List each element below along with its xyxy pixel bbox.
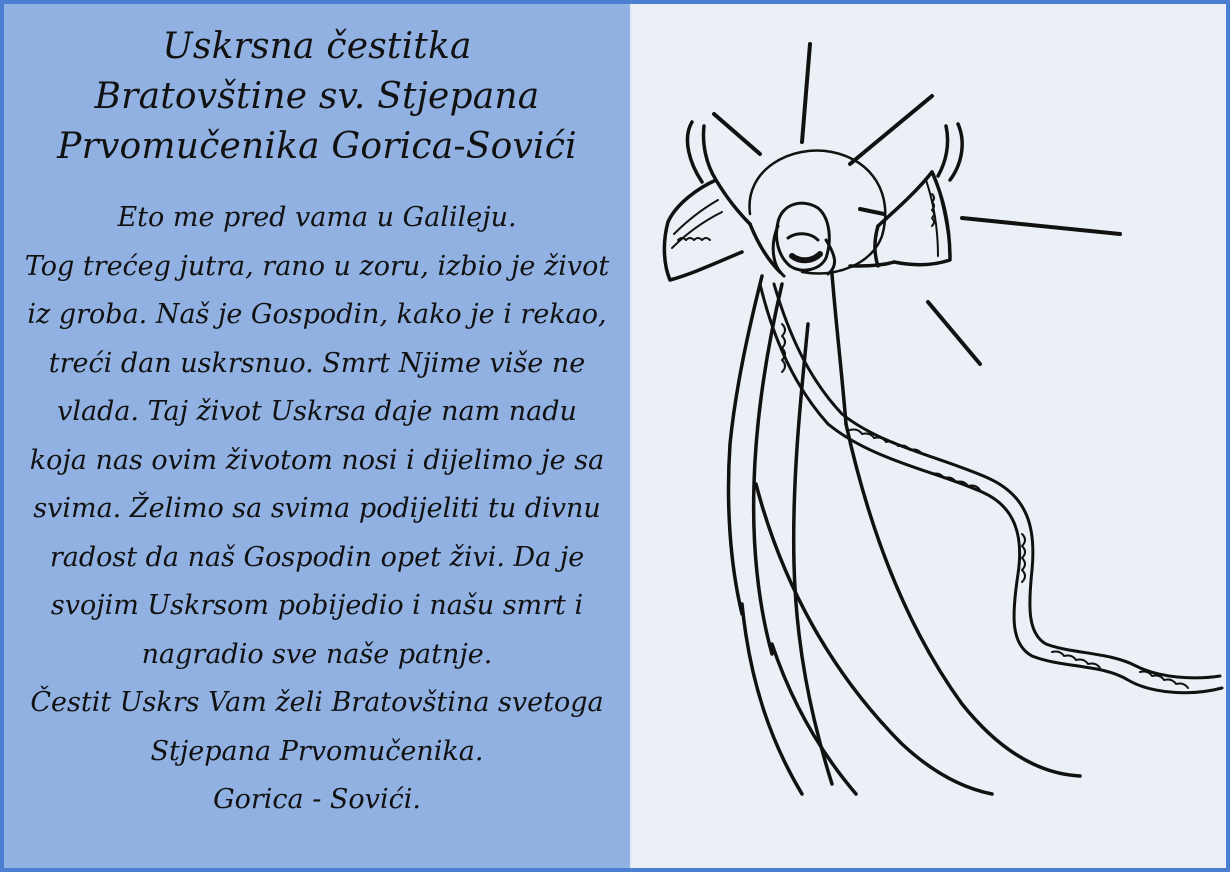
left-arm: [664, 122, 780, 280]
message-line: Čestit Uskrs Vam želi Bratovština svetoga: [30, 687, 604, 718]
card-title: [14, 22, 620, 172]
greeting-message: [14, 194, 620, 825]
message-line: vlada. Taj život Uskrsa daje nam nadu: [57, 396, 577, 427]
message-line: Tog trećeg jutra, rano u zoru, izbio je život: [24, 250, 610, 282]
head: [773, 203, 834, 276]
title-line-3: Prvomučenika Gorica-Sovići: [57, 126, 577, 167]
message-line: treći dan uskrsnuo. Smrt Njime više ne: [48, 347, 586, 379]
message-line: Gorica - Sovići.: [213, 784, 421, 815]
title-line-2: Bratovštine sv. Stjepana: [94, 76, 540, 117]
message-line: Eto me pred vama u Galileju.: [117, 202, 517, 233]
illustration-panel: [630, 4, 1226, 868]
message-line: radost da naš Gospodin opet živi. Da je: [49, 541, 585, 573]
risen-christ-illustration-icon: [632, 4, 1230, 868]
message-line: nagradio sve naše patnje.: [141, 638, 493, 670]
text-panel: [4, 4, 630, 868]
message-line: Stjepana Prvomučenika.: [150, 735, 484, 767]
right-arm: [850, 124, 962, 266]
message-line: svima. Želimo sa svima podijeliti tu divnu: [33, 493, 601, 524]
message-line: svojim Uskrsom pobijedio i našu smrt i: [50, 590, 584, 621]
stole: [760, 284, 1222, 693]
message-line: koja nas ovim životom nosi i dijelimo je sa: [29, 444, 605, 476]
message-line: iz groba. Naš je Gospodin, kako je i rekao,: [27, 299, 607, 330]
title-line-1: Uskrsna čestitka: [162, 26, 472, 67]
